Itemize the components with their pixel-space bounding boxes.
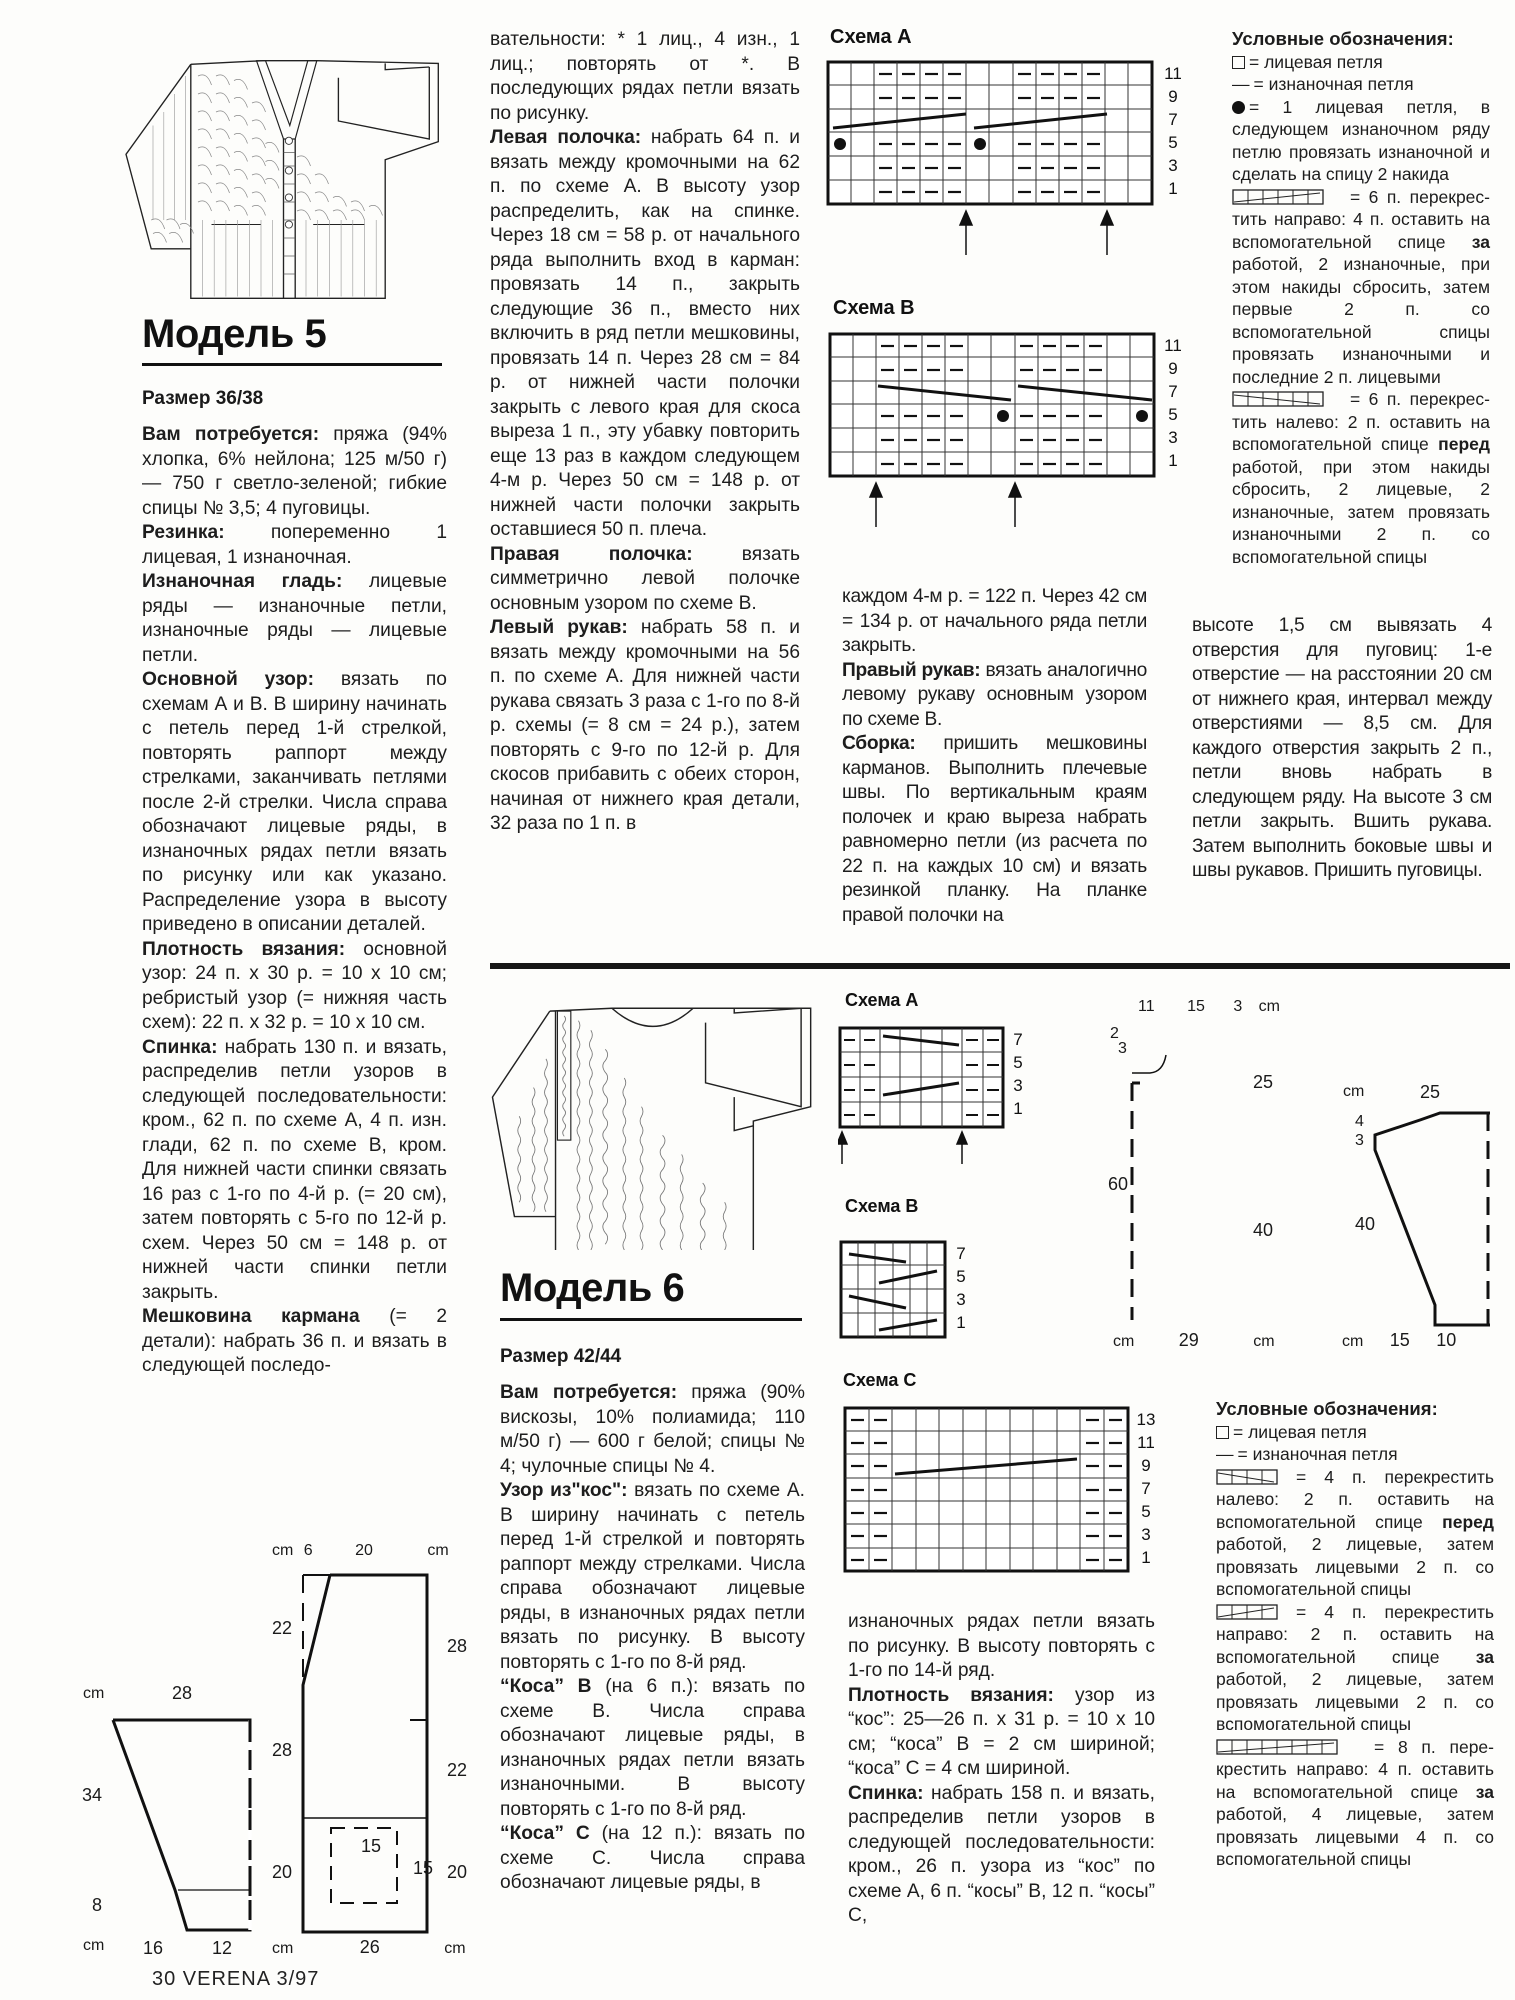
model5-scheme-a-chart [826, 60, 1156, 260]
model6-sweater-illustration [478, 992, 828, 1250]
model5-column-4 [1192, 614, 1492, 884]
model5-scheme-a-row-numbers: 11 9 7 5 3 1 [1164, 64, 1182, 198]
model5-column-3 [842, 585, 1147, 928]
model6-scheme-c-row-numbers: 13 11 9 7 5 3 1 [1136, 1410, 1156, 1567]
model6-legend-title: Условные обозначения: [1216, 1398, 1438, 1419]
model5-reverse-stockinette: Изнаночная гладь: лицевые ряды — изнаночные петли, изнаночные ряды — лицевые петли. [142, 571, 447, 666]
model5-legend-title: Условные обозначения: [1232, 28, 1454, 49]
model5-title-rule [142, 363, 442, 366]
cable-right-8-icon [1216, 1739, 1338, 1755]
model5-scheme-a-label: Схема A [830, 26, 912, 48]
model6-body-top-labels [1138, 998, 1338, 1016]
model6-cable-b: “Коса” В (на 6 п.): вязать по схеме В. Числа справа обозначают лицевые ряды, в изнаночных рядах петли вязать изнаночными. В высоту повторять с 1-го по 8-й ряд. [500, 1676, 805, 1820]
cable-right-4-icon [1216, 1604, 1278, 1620]
legend-purl: — = изнаночная петля [1216, 1444, 1398, 1464]
front-bottom-width: 26 [359, 1937, 380, 1957]
model5-pocket-lining: Мешковина кармана (= 2 детали): набрать 36 п. и вязать в следующей последо- [142, 1306, 447, 1376]
model6-sleeve-unit-top: cm [1343, 1083, 1365, 1100]
model5-rib-stitch: Резинка: попеременно 1 лицевая, 1 изнаночная. [142, 522, 447, 568]
model6-scheme-b-label: Схема B [845, 1196, 919, 1216]
knit-square-icon [1232, 56, 1245, 69]
model5-sleeve-bottom-right: 12 [212, 1938, 233, 1958]
model5-left-sleeve: Левый рукав: набрать 58 п. и вязать между кромочными на 56 п. по схеме А. Для нижней части рукава связать 3 раза с 1-го по 8-й р. схемы (= 8 см = 24 р.), затем повторять с 9-го по 12-й р. Для скосов прибавить с обеих сторон, начиная от нижнего края детали, 32 раза по 1 п. в [490, 617, 800, 834]
model6-scheme-a-chart [838, 1026, 1008, 1166]
body-shoulder-width: 15 [1187, 998, 1205, 1015]
model6-column-2 [848, 1610, 1155, 1929]
model6-back: Спинка: набрать 158 п. и вязать, распределив петли узоров в следующей последовательности: кром., 26 п. узора из “кос” по схеме А, 6 п. “косы” В, 12 п. “косы” С, [848, 1782, 1155, 1926]
legend-cross-left-4: = 4 п. перекрестить налево: 2 п. оставить на вспомогательной спице перед работой, 2 лицевые, затем провязать лицевыми 2 п. со вспомогательной спицы [1216, 1466, 1494, 1599]
knit-square-icon [1216, 1426, 1229, 1439]
unit-left: cm [1113, 1333, 1135, 1350]
model5-pocket-width: 15 [361, 1836, 382, 1856]
model6-sleeve-cap-a: 4 [1355, 1113, 1364, 1130]
page-footer: 30 VERENA 3/97 [152, 1968, 320, 1990]
model5-assembly-cont: высоте 1,5 см вывязать 4 отверстия для пуговиц: 1-е отверстие — на расстоянии 20 см от нижнего края, интервал между отверстиями — 8,5 см. Для каждого отверстия закрыть 2 п., петли вновь набрать в следующем ряду. На высоте 3 см петли закрыть. Вшить рукава. Затем выполнить боковые швы и швы рукавов. Пришить пуговицы. [1192, 615, 1492, 881]
model5-front-bottom-labels [272, 1937, 492, 1958]
purl-dash-icon: — [1216, 1444, 1234, 1464]
model6-body-armhole-height: 25 [1253, 1072, 1274, 1092]
body-neck-width: 11 [1138, 998, 1155, 1015]
model6-legend [1216, 1398, 1494, 1871]
model5-pocket-lining-cont: вательности: * 1 лиц., 4 изн., 1 лиц.; повторять от *. В последующих рядах петли вязать по рисунку. [490, 29, 800, 124]
unit-left: cm [272, 1542, 294, 1559]
model5-cardigan-illustration [108, 40, 468, 310]
legend-cross-right-4: = 4 п. перекрестить направо: 2 п. оставить на вспомогательной спице за работой, 2 лицевые, затем провязать лицевыми 2 п. со вспомогательной спицы [1216, 1601, 1494, 1734]
legend-knit: = лицевая петля [1232, 51, 1490, 74]
model6-gauge: Плотность вязания: узор из “кос”: 25—26 п. х 31 р. = 10 х 10 см; “коса” В = 2 см шириной; “коса” С = 4 см шириной. [848, 1684, 1155, 1779]
model5-back: Спинка: набрать 130 п. и вязать, распределив петли узоров в следующей последовательности: кром., 62 п. по схеме А, 4 п. изн. глади, 62 п. по схеме В, кром. Для нижней части спинки связать 16 раз с 1-го по 4-й р. (= 20 см), затем повторять с 5-го по 12-й р. схем. Через 50 см = 148 р. от нижней части спинки петли закрыть. [142, 1036, 447, 1303]
model6-scheme-a-row-numbers: 7 5 3 1 [1013, 1030, 1023, 1118]
model5-materials: Вам потребуется: пряжа (94% хлопка, 6% нейлона; 125 м/50 г) — 750 г светло-зеленой; гибкие спицы № 3,5; 4 пуговицы. [142, 424, 447, 519]
model5-front-pattern [295, 1570, 435, 1960]
model6-scheme-b-row-numbers: 7 5 3 1 [956, 1244, 966, 1332]
model5-size: Размер 36/38 [142, 388, 264, 409]
model5-column-1 [142, 423, 447, 1379]
model5-scheme-b-chart [828, 332, 1158, 532]
model6-sleeve-cap-b: 3 [1355, 1132, 1364, 1149]
model6-body-length: 60 [1108, 1174, 1129, 1194]
model5-assembly: Сборка: пришить мешковины карманов. Выполнить плечевые швы. По вертикальным краям полочек и краю выреза набрать равномерно петли (из расчета по 22 п. на каждых 10 см) и вязать резинкой планку. На планке правой полочки на [842, 733, 1147, 926]
model5-main-pattern: Основной узор: вязать по схемам А и В. В ширину начинать с петель перед 1-й стрелкой, повторять раппорт между стрелками, заканчивать петлями после 2-й стрелки. Числа справа обозначают лицевые ряды, в изнаночных рядах петли вязать по рисунку или как указано. Распределение узора в высоту приведено в описании деталей. [142, 669, 447, 935]
body-armhole-step: 3 [1233, 998, 1243, 1015]
model5-front-right-lower: 20 [447, 1862, 468, 1882]
model6-sleeve-height: 40 [1355, 1214, 1376, 1234]
model6-neck-depth-b: 3 [1118, 1040, 1127, 1057]
model6-sleeve-pattern [1370, 1110, 1490, 1340]
model5-front-left-upper: 22 [272, 1618, 293, 1638]
model5-sleeve-cuff-height: 8 [92, 1895, 103, 1915]
model6-sleeve-top-width: 25 [1420, 1082, 1441, 1102]
model5-sleeve-pattern [60, 1540, 233, 1960]
model6-body-pattern [1130, 1020, 1250, 1340]
legend-cross-right-8: = 8 п. пере- крестить направо: 4 п. оставить на вспомогательной спице за работой, 4 лицевые, затем провязать лицевыми 4 п. со вспомогательной спицы [1216, 1736, 1494, 1869]
sleeve-bottom-left: 15 [1389, 1330, 1410, 1350]
model5-sleeve-unit-bottom: cm [83, 1937, 105, 1954]
model5-left-sleeve-cont: каждом 4-м р. = 122 п. Через 42 см = 134 р. от начального ряда петли закрыть. [842, 586, 1147, 656]
model6-scheme-b-chart [839, 1240, 949, 1340]
model6-size: Размер 42/44 [500, 1346, 622, 1367]
unit: cm [1258, 998, 1280, 1015]
model6-body-bottom-labels [1113, 1330, 1313, 1351]
purl-dash-icon: — [1232, 74, 1250, 94]
model5-front-top-labels [272, 1542, 482, 1560]
model6-title-rule [500, 1318, 802, 1321]
model5-front-right-middle: 22 [447, 1760, 468, 1780]
sleeve-bottom-right: 10 [1436, 1330, 1457, 1350]
model6-body-side-height: 40 [1253, 1220, 1274, 1240]
unit: cm [1342, 1333, 1364, 1350]
model6-scheme-c-label: Схема C [843, 1370, 917, 1390]
cable-left-4-icon [1216, 1469, 1278, 1485]
model5-sleeve-height: 34 [82, 1785, 103, 1805]
model5-scheme-b-row-numbers: 11 9 7 5 3 1 [1164, 336, 1182, 470]
model6-neck-depth-a: 2 [1110, 1025, 1119, 1042]
model5-front-left-middle: 28 [272, 1740, 293, 1760]
model6-scheme-a-label: Схема A [845, 990, 919, 1010]
model5-legend [1232, 28, 1490, 568]
model6-scheme-c-chart [843, 1406, 1133, 1574]
model5-gauge: Плотность вязания: основной узор: 24 п. х 30 р. = 10 х 10 см; ребристый узор (= нижняя часть схем): 22 п. х 32 р. = 10 х 10 см. [142, 938, 447, 1033]
unit-right: cm [1253, 1333, 1275, 1350]
front-neck-width: 6 [303, 1542, 313, 1559]
section-separator [490, 963, 1510, 969]
model5-column-2 [490, 28, 800, 837]
model5-right-sleeve: Правый рукав: вязать аналогично левому рукаву основным узором по схеме В. [842, 659, 1147, 730]
model6-cable-c-cont: изнаночных рядах петли вязать по рисунку. В высоту повторять с 1-го по 14-й ряд. [848, 1611, 1155, 1681]
model5-title: Модель 5 [142, 312, 327, 356]
model6-materials: Вам потребуется: пряжа (90% вискозы, 10% полиамида; 110 м/50 г) — 600 г белой; спицы № 4; чулочные спицы № 4. [500, 1382, 805, 1477]
legend-dot: = 1 лицевая петля, в следующем изнаночном ряду петлю провязать изнаночной и сделать на спицу 2 накида [1232, 96, 1490, 184]
model5-right-front: Правая полочка: вязать симметрично левой полочке основным узором по схеме В. [490, 543, 800, 614]
model5-pocket-height: 15 [413, 1858, 434, 1878]
model5-sleeve-unit-top: cm [83, 1685, 105, 1702]
front-shoulder-width: 20 [355, 1542, 373, 1559]
model5-front-left-lower: 20 [272, 1862, 293, 1882]
legend-knit: = лицевая петля [1216, 1421, 1494, 1444]
model6-column-1 [500, 1381, 805, 1896]
legend-cross-left-6: = 6 п. перекрес- тить налево: 2 п. оставить на вспомогательной спице перед работой, при этом накиды сбросить, 2 лицевые, 2 изнаночные, затем провязать изнаночными 2 п. со вспомогательной спицы [1232, 389, 1490, 567]
model6-cable-pattern: Узор из"кос": вязать по схеме А. В ширину начинать с петель перед 1-й стрелкой и повторять раппорт между стрелками. Числа справа обозначают лицевые ряды, в изнаночных рядах петли вязать по рисунку. В высоту повторять с 1-го по 8-й ряд. [500, 1480, 805, 1673]
cable-left-6-icon [1232, 391, 1324, 407]
legend-purl: — = изнаночная петля [1232, 74, 1414, 94]
model6-title: Модель 6 [500, 1266, 685, 1310]
dot-icon [1232, 101, 1245, 114]
unit-right: cm [427, 1542, 449, 1559]
model5-sleeve-bottom-left: 16 [143, 1938, 164, 1958]
model5-scheme-b-label: Схема B [833, 297, 915, 319]
unit-right: cm [444, 1940, 466, 1957]
model5-sleeve-top-width: 28 [172, 1683, 193, 1703]
model5-left-front: Левая полочка: набрать 64 п. и вязать между кромочными на 62 п. по схеме А. В высоту узор распределить, как на спинке. Через 18 см = 58 р. от начального ряда выполнить вход в карман: провязать 14 п., закрыть следующие 36 п., вместо них включить в ряд петли мешковины, провязать 14 п. Через 28 см = 84 р. от нижней части полочки закрыть с левого края для скоса выреза 1 п., эту убавку повторить еще 13 раз в каждом следующем 4-м р. Через 50 см = 148 р. от нижней части полочки закрыть оставшиеся 50 п. плеча. [490, 127, 800, 540]
body-bottom-width: 29 [1178, 1330, 1199, 1350]
model6-cable-c: “Коса” С (на 12 п.): вязать по схеме С. Числа справа обозначают лицевые ряды, в [500, 1823, 805, 1893]
model5-front-right-upper: 28 [447, 1636, 468, 1656]
model6-sleeve-bottom-labels [1342, 1330, 1512, 1351]
unit-left: cm [272, 1940, 294, 1957]
cable-right-6-icon [1232, 189, 1324, 205]
legend-cross-right-6: = 6 п. перекрес- тить направо: 4 п. оставить на вспомогательной спице за работой, 2 изнаночные, при этом накиды сбросить, затем первые 2 п. со вспомогательной спицы провязать изнаночными и последние 2 п. лицевыми [1232, 186, 1490, 387]
